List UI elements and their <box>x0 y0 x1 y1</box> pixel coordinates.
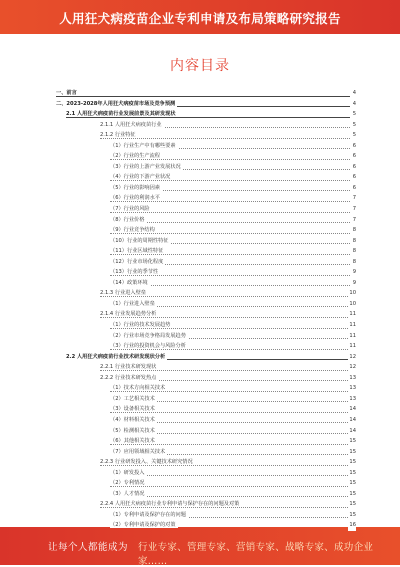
toc-page-number: 5 <box>352 109 356 120</box>
toc-entry-label: 2.2.2 行业技术研发热点 <box>100 374 157 381</box>
report-title: 人用狂犬病疫苗企业专利申请及布局策略研究报告 <box>59 11 341 26</box>
toc-entry[interactable] <box>56 383 356 394</box>
toc-entry-label: 2.1.2 行业特征 <box>100 132 136 139</box>
toc-entry[interactable] <box>56 162 356 173</box>
toc-page-number: 13 <box>348 394 356 405</box>
toc-entry[interactable] <box>56 457 356 468</box>
toc-entry[interactable] <box>56 373 356 384</box>
toc-page-number: 7 <box>352 204 356 215</box>
toc-entry-label: （4）行业的下游产业状况 <box>110 174 171 181</box>
toc-entry[interactable] <box>56 215 356 226</box>
toc-entry-label: 2.1.4 行业发展趋势分析 <box>100 311 157 318</box>
toc-entry[interactable] <box>56 394 356 405</box>
toc-entry-label: 2.1.1 人用狂犬病疫苗行业 <box>100 121 162 128</box>
toc-page-number: 14 <box>348 415 356 426</box>
toc-page-number: 10 <box>348 288 356 299</box>
toc-page-number: 5 <box>352 130 356 141</box>
toc-entry[interactable] <box>56 193 356 204</box>
toc-entry-label: 2.2.1 行业技术研发现状 <box>100 364 157 371</box>
toc-entry[interactable] <box>56 183 356 194</box>
toc-entry-label: （12）行业市场化程度 <box>110 258 164 265</box>
toc-entry[interactable] <box>56 288 356 299</box>
toc-entry[interactable] <box>56 151 356 162</box>
toc-page-number: 14 <box>348 404 356 415</box>
toc-entry[interactable] <box>56 99 356 110</box>
toc-entry-label: （14）政策环境 <box>110 279 148 286</box>
table-of-contents <box>56 88 356 531</box>
toc-page-number: 8 <box>352 246 356 257</box>
toc-page-number: 15 <box>348 447 356 458</box>
toc-page-number: 15 <box>348 510 356 521</box>
toc-entry[interactable] <box>56 309 356 320</box>
toc-entry[interactable] <box>56 436 356 447</box>
toc-entry[interactable] <box>56 415 356 426</box>
toc-entry[interactable] <box>56 141 356 152</box>
toc-entry-label: （2）专利申请及保护的对策 <box>110 522 176 529</box>
toc-entry[interactable] <box>56 478 356 489</box>
toc-page-number: 6 <box>352 141 356 152</box>
toc-page-number: 13 <box>348 383 356 394</box>
toc-page-number: 15 <box>348 468 356 479</box>
toc-entry-label: （2）专利情况 <box>110 480 145 487</box>
toc-page-number: 15 <box>348 436 356 447</box>
toc-entry[interactable] <box>56 468 356 479</box>
toc-page-number: 6 <box>352 162 356 173</box>
toc-entry[interactable] <box>56 236 356 247</box>
toc-page-number: 6 <box>352 172 356 183</box>
toc-page-number: 16 <box>348 520 356 531</box>
toc-entry[interactable] <box>56 404 356 415</box>
toc-entry-label: （3）设备相关技术 <box>110 406 155 413</box>
page-footer <box>0 527 400 565</box>
toc-page-number: 5 <box>352 120 356 131</box>
toc-page-number: 15 <box>348 457 356 468</box>
toc-page-number: 10 <box>348 299 356 310</box>
toc-entry[interactable] <box>56 225 356 236</box>
toc-entry[interactable] <box>56 331 356 342</box>
toc-entry[interactable] <box>56 489 356 500</box>
toc-entry-label: （9）行业竞争结构 <box>110 227 155 234</box>
toc-page-number: 9 <box>352 267 356 278</box>
toc-page-number: 13 <box>348 373 356 384</box>
page-header <box>0 0 400 34</box>
toc-entry[interactable] <box>56 257 356 268</box>
toc-page-number: 8 <box>352 257 356 268</box>
toc-entry-label: （1）技术方向相关技术 <box>110 385 166 392</box>
toc-entry-label: （8）行业价格 <box>110 216 145 223</box>
toc-page-number: 12 <box>348 362 356 373</box>
toc-leader-dots <box>110 478 350 487</box>
footer-tagline: 行业专家、管理专家、营销专家、战略专家、成功企业家…… <box>138 542 374 567</box>
toc-leader-dots <box>110 489 350 498</box>
toc-entry-label: 2.1.3 行业进入壁垒 <box>100 290 146 297</box>
toc-heading: 内容目录 <box>170 58 230 74</box>
toc-entry[interactable] <box>56 447 356 458</box>
toc-entry-label: （2）行业市场竞争格局发展趋势 <box>110 332 186 339</box>
toc-entry-label: （4）材料相关技术 <box>110 416 155 423</box>
toc-page-number: 11 <box>348 341 356 352</box>
toc-entry[interactable] <box>56 109 356 120</box>
toc-entry[interactable] <box>56 510 356 521</box>
toc-entry-label: （5）检测相关技术 <box>110 427 155 434</box>
toc-entry-label: （1）行业的技术发展趋势 <box>110 322 171 329</box>
toc-leader-dots <box>110 468 350 477</box>
toc-entry-label: （3）人才情况 <box>110 490 145 497</box>
toc-page-number: 11 <box>348 320 356 331</box>
toc-page-number: 15 <box>348 499 356 510</box>
toc-entry[interactable] <box>56 88 356 99</box>
toc-entry[interactable] <box>56 362 356 373</box>
toc-entry-label: （2）行业的生产流程 <box>110 153 160 160</box>
toc-entry-label: 2.2.4 人用狂犬病疫苗行业专利申请与保护存在的问题及对策 <box>100 501 240 508</box>
toc-entry-label: （10）行业的周期性特征 <box>110 237 169 244</box>
toc-page-number: 15 <box>348 478 356 489</box>
toc-page-number: 4 <box>352 99 356 110</box>
toc-entry-label: （6）行业的利润水平 <box>110 195 160 202</box>
toc-entry-label: 2.2.3 行业研发投入、关键技术研究情况 <box>100 459 193 466</box>
toc-entry-label: 二、2023-2028年人用狂犬病疫苗市场及竞争预测 <box>56 100 176 107</box>
toc-entry[interactable] <box>56 341 356 352</box>
toc-entry-label: （3）行业的投资机会与风险分析 <box>110 343 186 350</box>
toc-entry-label: （3）行业的上游产业发展状况 <box>110 163 181 170</box>
toc-entry[interactable] <box>56 299 356 310</box>
toc-page-number: 4 <box>352 88 356 99</box>
toc-page-number: 11 <box>348 309 356 320</box>
toc-page-number: 15 <box>348 489 356 500</box>
toc-entry[interactable] <box>56 130 356 141</box>
toc-entry[interactable] <box>56 499 356 510</box>
toc-entry-label: （1）行业进入壁垒 <box>110 300 155 307</box>
toc-page-number: 6 <box>352 183 356 194</box>
toc-page-number: 14 <box>348 426 356 437</box>
toc-entry-label: 一、前言 <box>56 90 77 96</box>
toc-entry-label: （7）行业的风险 <box>110 206 150 213</box>
toc-entry[interactable] <box>56 120 356 131</box>
toc-entry-label: （1）研发投入 <box>110 469 145 476</box>
toc-page-number: 9 <box>352 278 356 289</box>
toc-leader-dots <box>110 215 350 224</box>
toc-entry[interactable] <box>56 172 356 183</box>
toc-page-number: 8 <box>352 225 356 236</box>
toc-entry[interactable] <box>56 278 356 289</box>
toc-entry[interactable] <box>56 246 356 257</box>
toc-entry-label: （6）其他相关技术 <box>110 438 155 445</box>
toc-entry[interactable] <box>56 426 356 437</box>
toc-entry-label: 2.2 人用狂犬病疫苗行业技术研发现状分析 <box>66 353 166 360</box>
toc-entry-label: （1）专利申请及保护存在的问题 <box>110 511 186 518</box>
toc-entry-label: （2）工艺相关技术 <box>110 395 155 402</box>
toc-entry[interactable] <box>56 204 356 215</box>
toc-page-number: 11 <box>348 331 356 342</box>
toc-entry[interactable] <box>56 320 356 331</box>
footer-slogan: 让每个人都能成为 <box>48 542 129 553</box>
toc-page-number: 7 <box>352 215 356 226</box>
toc-entry[interactable] <box>56 352 356 363</box>
toc-entry-label: （1）行业生产中有哪些要素 <box>110 142 176 149</box>
toc-entry-label: （5）行业的影响因素 <box>110 184 160 191</box>
toc-page-number: 7 <box>352 193 356 204</box>
toc-leader-dots <box>56 88 350 97</box>
toc-entry-label: （13）行业的季节性 <box>110 269 159 276</box>
toc-entry[interactable] <box>56 267 356 278</box>
toc-page-number: 8 <box>352 236 356 247</box>
toc-entry-label: 2.1 人用狂犬病疫苗行业发展前景及其研发现状 <box>66 111 176 118</box>
toc-entry-label: （7）应用领域相关技术 <box>110 448 166 455</box>
toc-page-number: 6 <box>352 151 356 162</box>
toc-page-number: 12 <box>348 352 356 363</box>
toc-entry-label: （11）行业区域性特征 <box>110 248 164 255</box>
